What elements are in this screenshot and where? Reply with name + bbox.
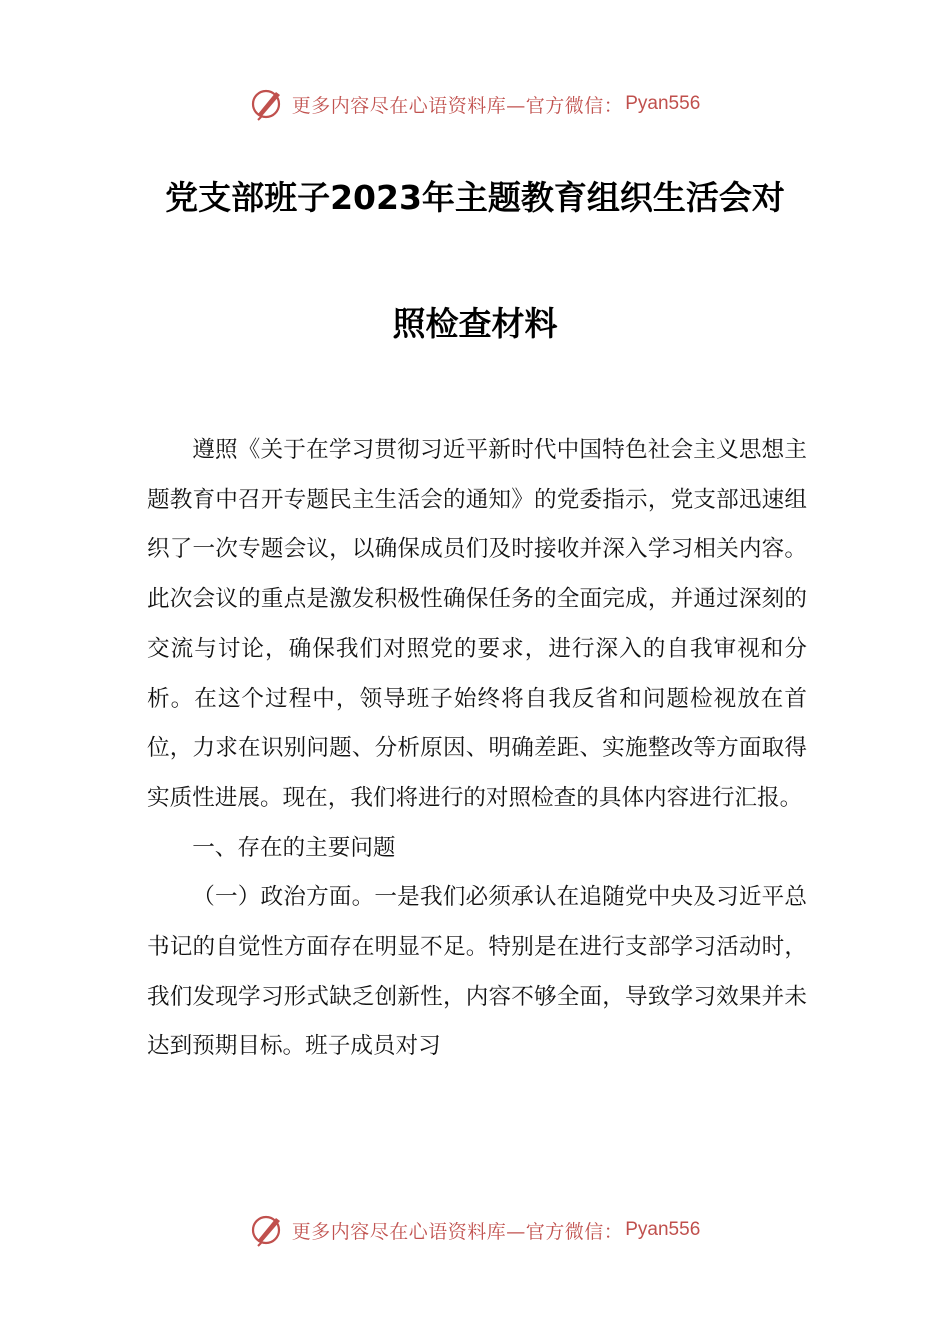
quill-logo-icon	[250, 1212, 286, 1248]
document-title-line1: 党支部班子2023年主题教育组织生活会对	[165, 178, 785, 217]
header-watermark	[0, 84, 950, 124]
paragraph-intro: 遵照《关于在学习贯彻习近平新时代中国特色社会主义思想主题教育中召开专题民主生活会的通知》的党委指示，党支部迅速组织了一次专题会议，以确保成员们及时接收并深入学习相关内容。此次会议的重点是激发积极性确保任务的全面完成，并通过深刻的交流与讨论，确保我们对照党的要求，进行深入的自我审视和分析。在这个过程中，领导班子始终将自我反省和问题检视放在首位，力求在识别问题、分析原因、明确差距、实施整改等方面取得实质性进展。现在，我们将进行的对照检查的具体内容进行汇报。	[147, 437, 807, 811]
watermark-id: Pyan556	[625, 93, 701, 114]
section-heading: 一、存在的主要问题	[192, 834, 396, 861]
watermark-id: Pyan556	[625, 1219, 701, 1240]
quill-logo-icon	[250, 86, 286, 122]
document-title-line2: 照检查材料	[392, 304, 558, 343]
watermark-text: 更多内容尽在心语资料库—官方微信：	[291, 94, 624, 117]
document-body	[147, 426, 807, 1072]
watermark-text: 更多内容尽在心语资料库—官方微信：	[291, 1220, 624, 1243]
footer-watermark	[0, 1210, 950, 1250]
paragraph-political: （一）政治方面。一是我们必须承认在追随党中央及习近平总书记的自觉性方面存在明显不足。特别是在进行支部学习活动时，我们发现学习形式缺乏创新性，内容不够全面，导致学习效果并未达到预期目标。班子成员对习	[147, 884, 807, 1060]
